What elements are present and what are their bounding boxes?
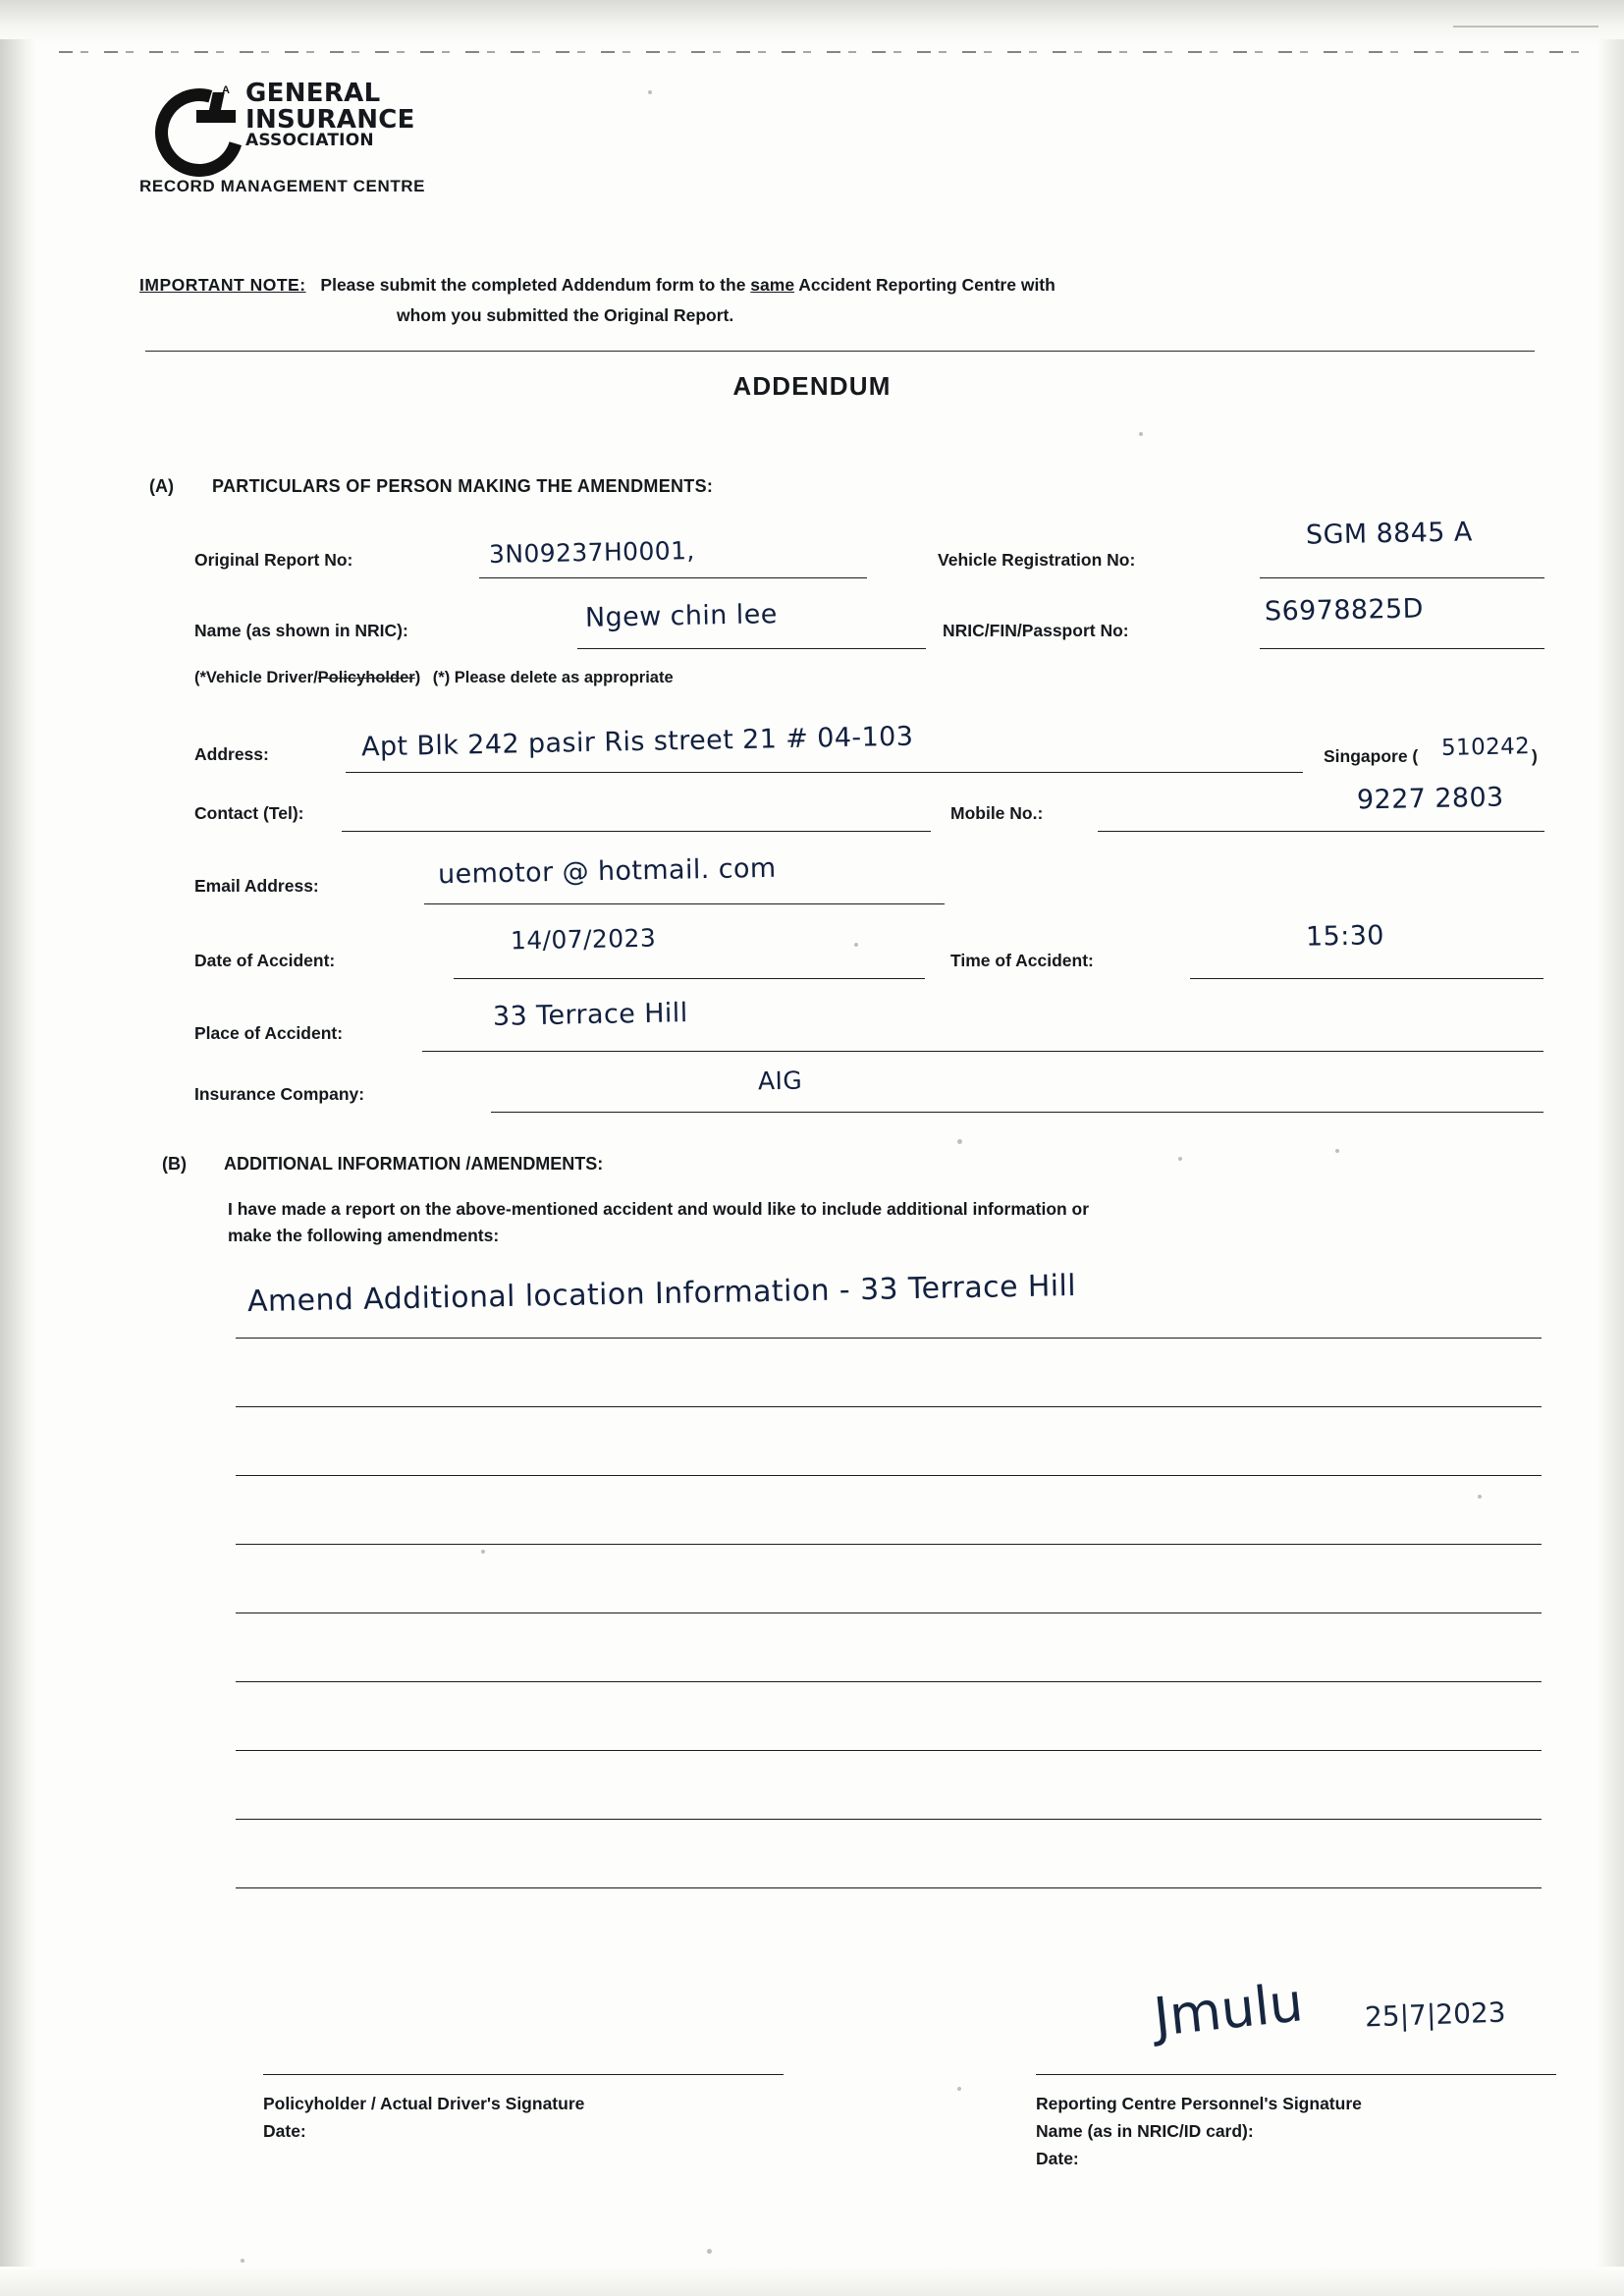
email-value: uemotor @ hotmail. com — [437, 852, 777, 891]
gia-logo — [139, 79, 483, 195]
scan-speck — [854, 943, 858, 947]
logo-line-1: GENERAL — [245, 79, 381, 108]
section-b-intro-line-1: I have made a report on the above-mentioned accident and would like to include additional information or — [228, 1199, 1090, 1219]
nric-label: NRIC/FIN/Passport No: — [943, 621, 1129, 640]
important-note — [139, 270, 1534, 330]
delete-note-part-2: (*) Please delete as appropriate — [432, 669, 674, 686]
personnel-signature-rule — [1036, 2074, 1556, 2075]
answer-rule-6 — [236, 1681, 1542, 1682]
delete-note — [194, 669, 674, 687]
address-label: Address: — [194, 744, 269, 764]
important-note-text-1: Please submit the completed Addendum form to the — [320, 275, 746, 295]
logo-line-2: INSURANCE — [245, 104, 415, 135]
date-of-accident-rule — [454, 978, 925, 979]
scan-speck — [1335, 1149, 1339, 1153]
delete-note-part-1: (*Vehicle Driver/Policyholder) — [194, 669, 421, 686]
scan-speck — [957, 1139, 962, 1144]
original-report-no-value: 3N09237H0001, — [488, 535, 695, 570]
policyholder-date-label: Date: — [263, 2121, 306, 2141]
name-label: Name (as shown in NRIC): — [194, 621, 408, 640]
personnel-footer-block — [1036, 2090, 1362, 2172]
section-a-heading: PARTICULARS OF PERSON MAKING THE AMENDMENTS: — [212, 476, 714, 496]
logo-line-3: ASSOCIATION — [245, 131, 374, 151]
page-title: ADDENDUM — [732, 371, 892, 401]
scan-top-shadow — [0, 0, 1624, 45]
section-b-heading: ADDITIONAL INFORMATION /AMENDMENTS: — [224, 1154, 604, 1174]
insurance-company-value: AIG — [757, 1066, 803, 1096]
original-report-no-label: Original Report No: — [194, 550, 353, 570]
amendment-text-line-1: Amend Additional location Information - 33 Terrace Hill — [246, 1268, 1077, 1320]
vehicle-registration-no-rule — [1260, 577, 1544, 578]
time-of-accident-value: 15:30 — [1305, 920, 1385, 953]
answer-rule-9 — [236, 1887, 1542, 1888]
scan-speck — [707, 2249, 712, 2254]
answer-rule-7 — [236, 1750, 1542, 1751]
place-of-accident-rule — [422, 1051, 1543, 1052]
personnel-signature-date: 25|7|2023 — [1364, 1995, 1507, 2034]
nric-rule — [1260, 648, 1544, 649]
personnel-name-label: Name (as in NRIC/ID card): — [1036, 2121, 1254, 2141]
scan-bottom-shadow — [0, 2267, 1624, 2296]
vehicle-registration-no-value: SGM 8845 A — [1305, 517, 1474, 551]
mobile-no-rule — [1098, 831, 1544, 832]
original-report-no-rule — [479, 577, 867, 578]
logo-mark-letter: A — [222, 84, 230, 96]
scan-speck — [1478, 1495, 1482, 1499]
scan-edge-artifact-right — [1453, 26, 1598, 27]
postal-code-value: 510242 — [1440, 734, 1531, 761]
section-b-tag: (B) — [162, 1154, 187, 1174]
insurance-company-rule — [491, 1112, 1543, 1113]
answer-rule-2 — [236, 1406, 1542, 1407]
email-rule — [424, 903, 945, 904]
place-of-accident-label: Place of Accident: — [194, 1023, 344, 1043]
address-value: Apt Blk 242 pasir Ris street 21 # 04-103 — [360, 721, 914, 763]
scan-edge-artifact — [59, 51, 1585, 53]
section-b-intro-line-2: make the following amendments: — [228, 1226, 500, 1246]
header-divider — [145, 351, 1535, 352]
personnel-date-label: Date: — [1036, 2149, 1079, 2168]
insurance-company-label: Insurance Company: — [194, 1084, 365, 1104]
date-of-accident-value: 14/07/2023 — [510, 923, 657, 956]
vehicle-registration-no-label: Vehicle Registration No: — [938, 550, 1136, 570]
important-note-emphasis: same — [750, 275, 795, 295]
policyholder-footer-block — [263, 2090, 584, 2145]
policyholder-signature-rule — [263, 2074, 784, 2075]
section-a-tag: (A) — [149, 476, 174, 496]
contact-tel-label: Contact (Tel): — [194, 803, 304, 823]
scan-speck — [481, 1550, 485, 1554]
name-value: Ngew chin lee — [584, 599, 778, 633]
gia-logo-icon — [149, 81, 240, 165]
scan-speck — [1178, 1157, 1182, 1161]
scan-speck — [957, 2087, 961, 2091]
mobile-no-label: Mobile No.: — [950, 803, 1044, 823]
scan-speck — [241, 2259, 244, 2263]
singapore-label: Singapore ( — [1324, 746, 1419, 766]
nric-value: S6978825D — [1264, 593, 1425, 628]
policyholder-signature-label: Policyholder / Actual Driver's Signature — [263, 2094, 585, 2113]
answer-rule-8 — [236, 1819, 1542, 1820]
important-note-line-2: whom you submitted the Original Report. — [397, 304, 734, 325]
logo-subtitle: RECORD MANAGEMENT CENTRE — [139, 177, 426, 195]
scan-speck — [648, 90, 652, 94]
time-of-accident-label: Time of Accident: — [950, 951, 1094, 970]
place-of-accident-value: 33 Terrace Hill — [492, 998, 688, 1032]
answer-rule-1 — [236, 1338, 1542, 1339]
mobile-no-value: 9227 2803 — [1356, 782, 1504, 816]
important-note-label: IMPORTANT NOTE: — [139, 275, 306, 295]
email-label: Email Address: — [194, 876, 319, 896]
time-of-accident-rule — [1190, 978, 1543, 979]
answer-rule-3 — [236, 1475, 1542, 1476]
singapore-close-paren: ) — [1532, 746, 1538, 766]
section-b-intro — [228, 1196, 1543, 1249]
address-rule — [346, 772, 1303, 773]
name-rule — [577, 648, 926, 649]
answer-rule-4 — [236, 1544, 1542, 1545]
scan-speck — [1139, 432, 1143, 436]
date-of-accident-label: Date of Accident: — [194, 951, 336, 970]
contact-tel-rule — [342, 831, 931, 832]
personnel-signature-mark: Jmulu — [1151, 1971, 1306, 2049]
important-note-text-2: Accident Reporting Centre with — [798, 275, 1056, 295]
personnel-signature-label: Reporting Centre Personnel's Signature — [1036, 2094, 1362, 2113]
